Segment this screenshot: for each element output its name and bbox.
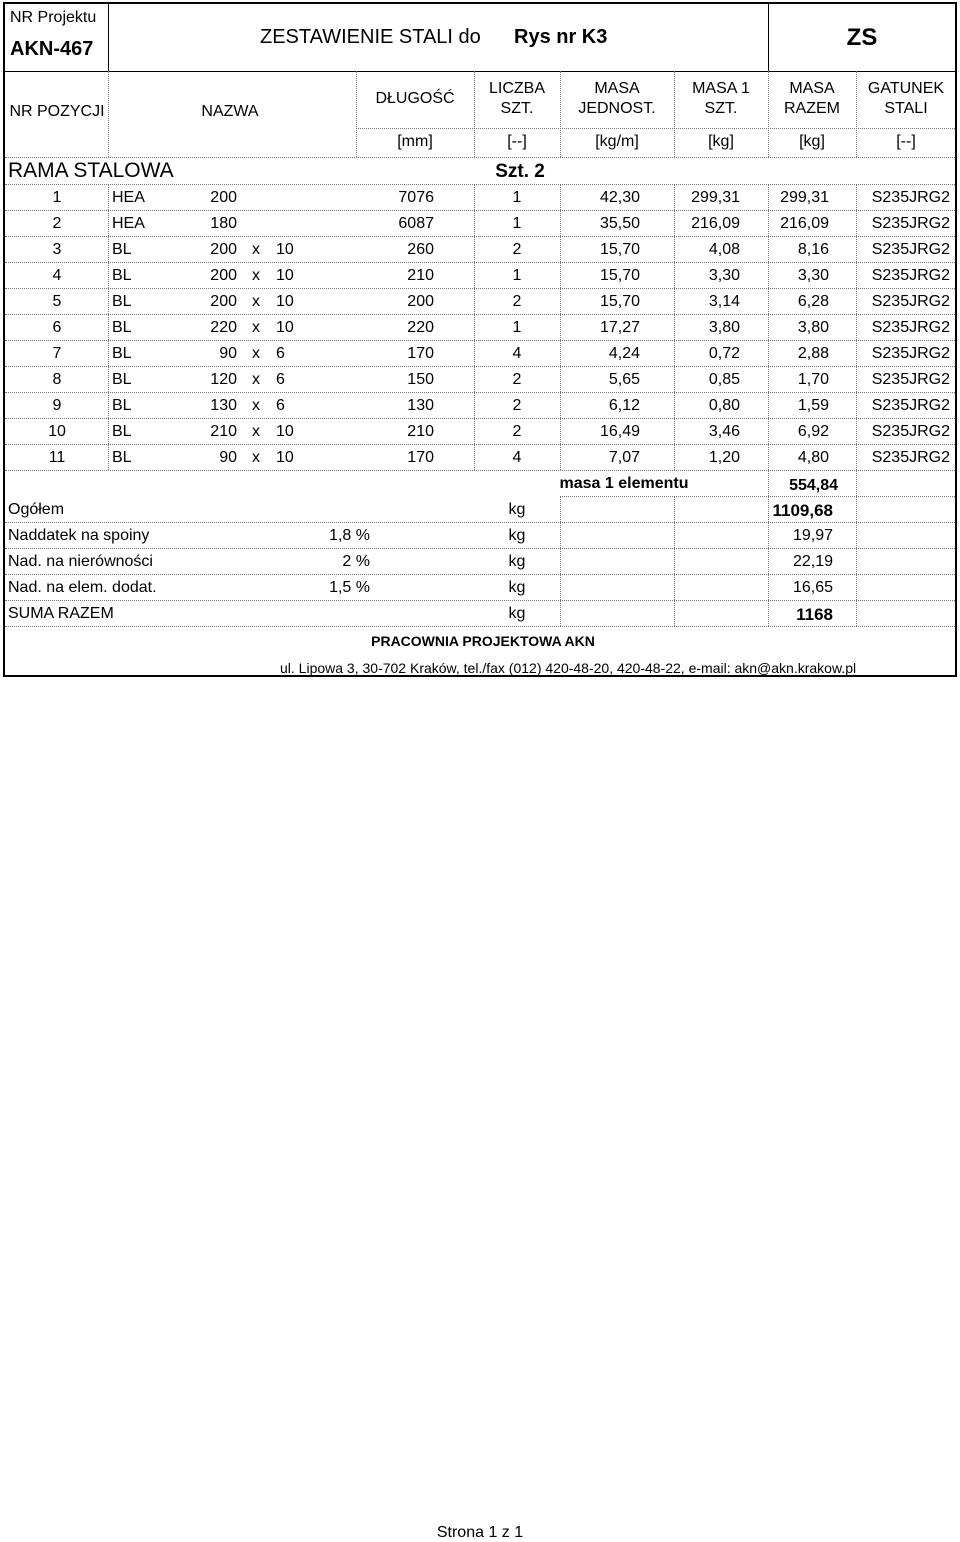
- quantity-value: 1: [512, 189, 522, 206]
- unit-mass-value: 35,50: [599, 215, 640, 232]
- profile-type: BL: [112, 371, 132, 388]
- unit-label: [kg/m]: [595, 133, 639, 150]
- mass-total-value: 3,80: [797, 319, 829, 336]
- total-value: 1168: [796, 605, 833, 624]
- total-label: Nad. na nierówności: [8, 553, 153, 570]
- length-value: 150: [407, 371, 434, 388]
- profile-dim-b: 10: [276, 293, 294, 310]
- quantity-value: 1: [512, 267, 522, 284]
- profile-dim-x: x: [252, 397, 260, 414]
- profile-dim-a: 120: [210, 371, 237, 388]
- profile-type: BL: [112, 449, 132, 466]
- length-value: 260: [407, 241, 434, 258]
- mass-total-value: 2,88: [797, 345, 829, 362]
- mass-one-value: 3,14: [708, 293, 740, 310]
- grid-line-horizontal: [5, 626, 955, 627]
- quantity-value: 2: [512, 423, 522, 440]
- quantity-value: 1: [512, 215, 522, 232]
- profile-dim-x: x: [252, 423, 260, 440]
- grid-line-vertical: [474, 184, 475, 470]
- mass-one-value: 4,08: [708, 241, 740, 258]
- quantity-value: 1: [512, 319, 522, 336]
- drawing-ref: Rys nr K3: [514, 26, 608, 48]
- grid-line-vertical: [674, 496, 675, 626]
- profile-dim-b: 10: [276, 267, 294, 284]
- col-gatunek-2: STALI: [884, 100, 928, 117]
- total-value: 19,97: [792, 527, 833, 544]
- grid-line-vertical: [856, 184, 857, 470]
- grid-line-horizontal: [5, 71, 955, 72]
- total-unit: kg: [508, 579, 526, 596]
- grid-line-horizontal: [356, 128, 955, 129]
- profile-type: BL: [112, 267, 132, 284]
- unit-label: [kg]: [708, 133, 734, 150]
- unit-mass-value: 15,70: [599, 241, 640, 258]
- grid-line-horizontal: [5, 340, 955, 341]
- grid-line-vertical: [856, 496, 857, 626]
- profile-dim-a: 200: [210, 241, 237, 258]
- steel-grade-value: S235JRG2: [871, 267, 950, 284]
- unit-label: [mm]: [397, 133, 433, 150]
- total-value: 22,19: [792, 553, 833, 570]
- length-value: 170: [407, 345, 434, 362]
- total-percent: 1,8 %: [329, 527, 370, 544]
- mass-one-value: 299,31: [691, 189, 740, 206]
- mass-total-value: 3,30: [797, 267, 829, 284]
- profile-dim-a: 200: [210, 189, 237, 206]
- page-number: Strona 1 z 1: [436, 1524, 524, 1541]
- length-value: 210: [407, 267, 434, 284]
- total-unit: kg: [508, 501, 526, 518]
- steel-grade-value: S235JRG2: [871, 423, 950, 440]
- steel-grade-value: S235JRG2: [871, 293, 950, 310]
- col-liczba-2: SZT.: [500, 100, 534, 117]
- profile-dim-a: 90: [219, 449, 237, 466]
- grid-line-vertical: [768, 496, 769, 626]
- grid-line-horizontal: [5, 288, 955, 289]
- grid-line-horizontal: [5, 366, 955, 367]
- grid-line-vertical: [560, 496, 561, 626]
- position-number: 1: [52, 189, 62, 206]
- mass-total-value: 216,09: [780, 215, 829, 232]
- grid-line-horizontal: [5, 184, 955, 185]
- length-value: 130: [407, 397, 434, 414]
- length-value: 210: [407, 423, 434, 440]
- profile-dim-x: x: [252, 371, 260, 388]
- steel-grade-value: S235JRG2: [871, 215, 950, 232]
- profile-type: BL: [112, 241, 132, 258]
- profile-dim-a: 90: [219, 345, 237, 362]
- steel-grade-value: S235JRG2: [871, 241, 950, 258]
- profile-type: BL: [112, 345, 132, 362]
- profile-dim-b: 10: [276, 423, 294, 440]
- profile-dim-x: x: [252, 449, 260, 466]
- grid-line-horizontal: [5, 392, 955, 393]
- grid-line-vertical: [560, 184, 561, 470]
- unit-mass-value: 15,70: [599, 293, 640, 310]
- mass-one-value: 1,20: [708, 449, 740, 466]
- profile-dim-x: x: [252, 241, 260, 258]
- profile-dim-a: 220: [210, 319, 237, 336]
- mass-one-value: 0,72: [708, 345, 740, 362]
- grid-line-horizontal: [5, 236, 955, 237]
- unit-label: [--]: [507, 133, 527, 150]
- total-percent: 1,5 %: [329, 579, 370, 596]
- profile-dim-b: 10: [276, 449, 294, 466]
- total-unit: kg: [508, 527, 526, 544]
- position-number: 7: [52, 345, 62, 362]
- grid-line-horizontal: [560, 496, 955, 497]
- mass-one-value: 216,09: [691, 215, 740, 232]
- total-value: 16,65: [792, 579, 833, 596]
- unit-mass-value: 6,12: [608, 397, 640, 414]
- quantity-value: 2: [512, 397, 522, 414]
- grid-line-vertical: [768, 184, 769, 470]
- unit-mass-value: 5,65: [608, 371, 640, 388]
- section-name: RAMA STALOWA: [8, 159, 174, 182]
- total-label: Naddatek na spoiny: [8, 527, 150, 544]
- col-nazwa: NAZWA: [201, 103, 259, 120]
- steel-grade-value: S235JRG2: [871, 319, 950, 336]
- grid-line-horizontal: [5, 418, 955, 419]
- profile-type: BL: [112, 397, 132, 414]
- steel-schedule-sheet: [3, 2, 957, 677]
- total-label: Nad. na elem. dodat.: [8, 579, 157, 596]
- col-masa1: MASA 1: [692, 80, 750, 97]
- unit-label: [kg]: [799, 133, 825, 150]
- profile-dim-a: 200: [210, 267, 237, 284]
- sheet-code: ZS: [846, 24, 878, 51]
- profile-dim-b: 10: [276, 241, 294, 258]
- length-value: 7076: [398, 189, 434, 206]
- profile-dim-a: 210: [210, 423, 237, 440]
- total-unit: kg: [508, 605, 526, 622]
- col-masa1-2: SZT.: [704, 100, 738, 117]
- grid-line-vertical: [674, 184, 675, 470]
- total-value: 1109,68: [772, 501, 833, 520]
- length-value: 200: [407, 293, 434, 310]
- grid-line-vertical: [856, 470, 857, 496]
- profile-dim-x: x: [252, 319, 260, 336]
- profile-dim-b: 6: [276, 345, 285, 362]
- profile-type: BL: [112, 319, 132, 336]
- grid-line-horizontal: [5, 574, 955, 575]
- mass-total-value: 8,16: [797, 241, 829, 258]
- grid-line-horizontal: [5, 522, 955, 523]
- profile-dim-b: 6: [276, 371, 285, 388]
- total-unit: kg: [508, 553, 526, 570]
- element-mass-label: masa 1 elementu: [559, 475, 689, 492]
- profile-type: BL: [112, 293, 132, 310]
- mass-one-value: 3,80: [708, 319, 740, 336]
- steel-grade-value: S235JRG2: [871, 449, 950, 466]
- grid-line-horizontal: [5, 314, 955, 315]
- grid-line-horizontal: [5, 210, 955, 211]
- total-percent: 2 %: [342, 553, 370, 570]
- col-masa-jedn-2: JEDNOST.: [578, 100, 656, 117]
- length-value: 6087: [398, 215, 434, 232]
- steel-grade-value: S235JRG2: [871, 371, 950, 388]
- position-number: 3: [52, 241, 62, 258]
- schedule-title: ZESTAWIENIE STALI do: [260, 26, 481, 48]
- profile-dim-x: x: [252, 267, 260, 284]
- profile-dim-b: 10: [276, 319, 294, 336]
- quantity-value: 4: [512, 345, 522, 362]
- col-masa-razem: MASA: [789, 80, 835, 97]
- grid-line-vertical: [108, 184, 109, 470]
- profile-type: HEA: [112, 215, 145, 232]
- quantity-value: 2: [512, 371, 522, 388]
- project-number: AKN-467: [10, 38, 94, 60]
- col-masa-jedn: MASA: [594, 80, 640, 97]
- quantity-value: 2: [512, 241, 522, 258]
- grid-line-horizontal: [5, 548, 955, 549]
- profile-type: HEA: [112, 189, 145, 206]
- nr-projektu-label: NR Projektu: [10, 9, 97, 26]
- mass-total-value: 299,31: [780, 189, 829, 206]
- unit-mass-value: 4,24: [608, 345, 640, 362]
- grid-line-horizontal: [5, 262, 955, 263]
- mass-one-value: 3,46: [708, 423, 740, 440]
- mass-one-value: 0,85: [708, 371, 740, 388]
- total-label: Ogółem: [8, 501, 65, 518]
- mass-total-value: 4,80: [797, 449, 829, 466]
- position-number: 9: [52, 397, 62, 414]
- col-dlugosc: DŁUGOŚĆ: [375, 90, 455, 107]
- grid-line-horizontal: [5, 470, 955, 471]
- unit-mass-value: 17,27: [599, 319, 640, 336]
- position-number: 8: [52, 371, 62, 388]
- section-count: Szt. 2: [495, 161, 545, 182]
- mass-total-value: 6,92: [797, 423, 829, 440]
- mass-one-value: 0,80: [708, 397, 740, 414]
- profile-dim-x: x: [252, 345, 260, 362]
- col-masa-razem-2: RAZEM: [784, 100, 840, 117]
- mass-one-value: 3,30: [708, 267, 740, 284]
- grid-line-vertical: [108, 4, 109, 71]
- position-number: 11: [48, 449, 66, 466]
- profile-dim-a: 200: [210, 293, 237, 310]
- grid-line-horizontal: [5, 600, 955, 601]
- profile-type: BL: [112, 423, 132, 440]
- position-number: 4: [52, 267, 62, 284]
- position-number: 2: [52, 215, 62, 232]
- unit-mass-value: 15,70: [599, 267, 640, 284]
- steel-grade-value: S235JRG2: [871, 397, 950, 414]
- quantity-value: 2: [512, 293, 522, 310]
- position-number: 5: [52, 293, 62, 310]
- grid-line-horizontal: [5, 444, 955, 445]
- unit-mass-value: 16,49: [599, 423, 640, 440]
- office-address: ul. Lipowa 3, 30-702 Kraków, tel./fax (012) 420-48-20, 420-48-22, e-mail: akn@akn.krakow.pl: [280, 660, 857, 676]
- length-value: 170: [407, 449, 434, 466]
- mass-total-value: 6,28: [797, 293, 829, 310]
- steel-grade-value: S235JRG2: [871, 345, 950, 362]
- position-number: 10: [48, 423, 66, 440]
- col-liczba: LICZBA: [488, 80, 545, 97]
- total-label: SUMA RAZEM: [8, 605, 114, 622]
- steel-grade-value: S235JRG2: [871, 189, 950, 206]
- quantity-value: 4: [512, 449, 522, 466]
- length-value: 220: [407, 319, 434, 336]
- col-nr-pozycji: NR POZYCJI: [9, 103, 105, 120]
- mass-total-value: 1,70: [797, 371, 829, 388]
- element-mass-value: 554,84: [789, 477, 838, 494]
- col-gatunek: GATUNEK: [867, 80, 945, 97]
- profile-dim-a: 180: [210, 215, 237, 232]
- position-number: 6: [52, 319, 62, 336]
- mass-total-value: 1,59: [797, 397, 829, 414]
- grid-line-horizontal: [5, 157, 955, 158]
- unit-mass-value: 42,30: [599, 189, 640, 206]
- profile-dim-a: 130: [210, 397, 237, 414]
- office-name: PRACOWNIA PROJEKTOWA AKN: [371, 633, 595, 649]
- unit-label: [--]: [896, 133, 916, 150]
- profile-dim-b: 6: [276, 397, 285, 414]
- profile-dim-x: x: [252, 293, 260, 310]
- grid-line-vertical: [768, 470, 769, 496]
- unit-mass-value: 7,07: [608, 449, 640, 466]
